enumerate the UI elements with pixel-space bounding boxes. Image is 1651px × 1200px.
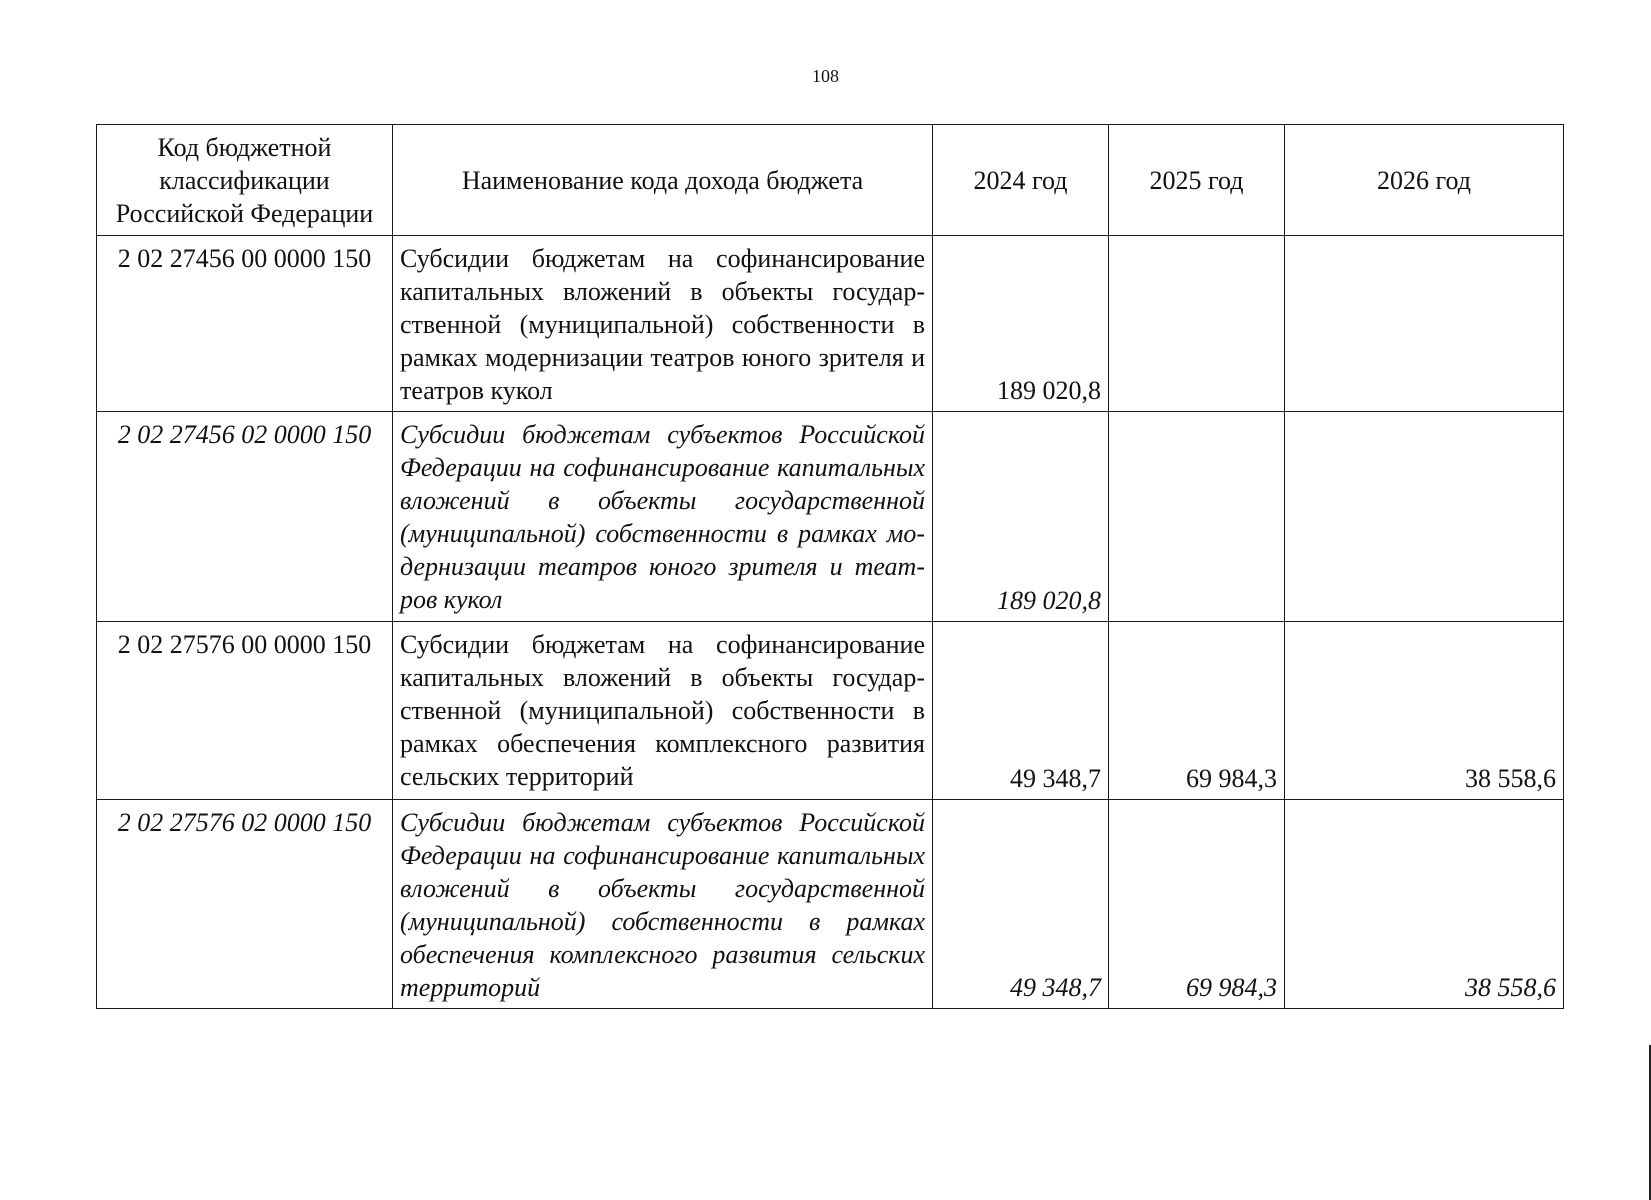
revenue-name-cell: Субсидии бюджетам на софинансирование капитальных вложений в объекты государственной (муниципальной) собственности в рамках обеспечения комплексного развития сельских территорий bbox=[393, 622, 933, 800]
amount-2025-cell: 69 984,3 bbox=[1109, 800, 1285, 1009]
amount-2024-cell: 189 020,8 bbox=[933, 412, 1109, 622]
amount-2026-cell bbox=[1285, 412, 1564, 622]
amount-2024-cell: 49 348,7 bbox=[933, 800, 1109, 1009]
header-year-2026: 2026 год bbox=[1285, 125, 1564, 236]
table-row bbox=[97, 412, 1564, 622]
budget-code-cell: 2 02 27456 02 0000 150 bbox=[97, 412, 393, 622]
amount-2024-cell: 189 020,8 bbox=[933, 236, 1109, 412]
header-year-2024: 2024 год bbox=[933, 125, 1109, 236]
revenue-name-cell: Субсидии бюджетам субъектов Российской Федерации на софинансирование капитальных вложений в объекты государственной (муниципальной) собственности в рамках обеспечения комплексного развития сельских территорий bbox=[393, 800, 933, 1009]
table-row bbox=[97, 800, 1564, 1009]
budget-code-cell: 2 02 27456 00 0000 150 bbox=[97, 236, 393, 412]
amount-2026-cell bbox=[1285, 236, 1564, 412]
revenue-name-cell: Субсидии бюджетам на софинансирование капитальных вложений в объекты государственной (муниципальной) собственности в рамках модернизации театров юного зрителя и театров кукол bbox=[393, 236, 933, 412]
table-row bbox=[97, 236, 1564, 412]
revenue-name-cell: Субсидии бюджетам субъектов Российской Федерации на софинансирование капитальных вложений в объекты государственной (муниципальной) собственности в рамках модернизации театров юного зрителя и театров кукол bbox=[393, 412, 933, 622]
amount-2025-cell: 69 984,3 bbox=[1109, 622, 1285, 800]
budget-code-cell: 2 02 27576 00 0000 150 bbox=[97, 622, 393, 800]
budget-revenue-table bbox=[96, 124, 1564, 1009]
amount-2024-cell: 49 348,7 bbox=[933, 622, 1109, 800]
amount-2025-cell bbox=[1109, 236, 1285, 412]
header-revenue-name: Наименование кода дохода бюджета bbox=[393, 125, 933, 236]
page-number: 108 bbox=[812, 66, 839, 86]
table-row bbox=[97, 622, 1564, 800]
amount-2025-cell bbox=[1109, 412, 1285, 622]
amount-2026-cell: 38 558,6 bbox=[1285, 800, 1564, 1009]
header-year-2025: 2025 год bbox=[1109, 125, 1285, 236]
table-header-row bbox=[97, 125, 1564, 236]
amount-2026-cell: 38 558,6 bbox=[1285, 622, 1564, 800]
header-budget-code: Код бюджетной классификации Российской Федерации bbox=[97, 125, 393, 236]
budget-code-cell: 2 02 27576 02 0000 150 bbox=[97, 800, 393, 1009]
